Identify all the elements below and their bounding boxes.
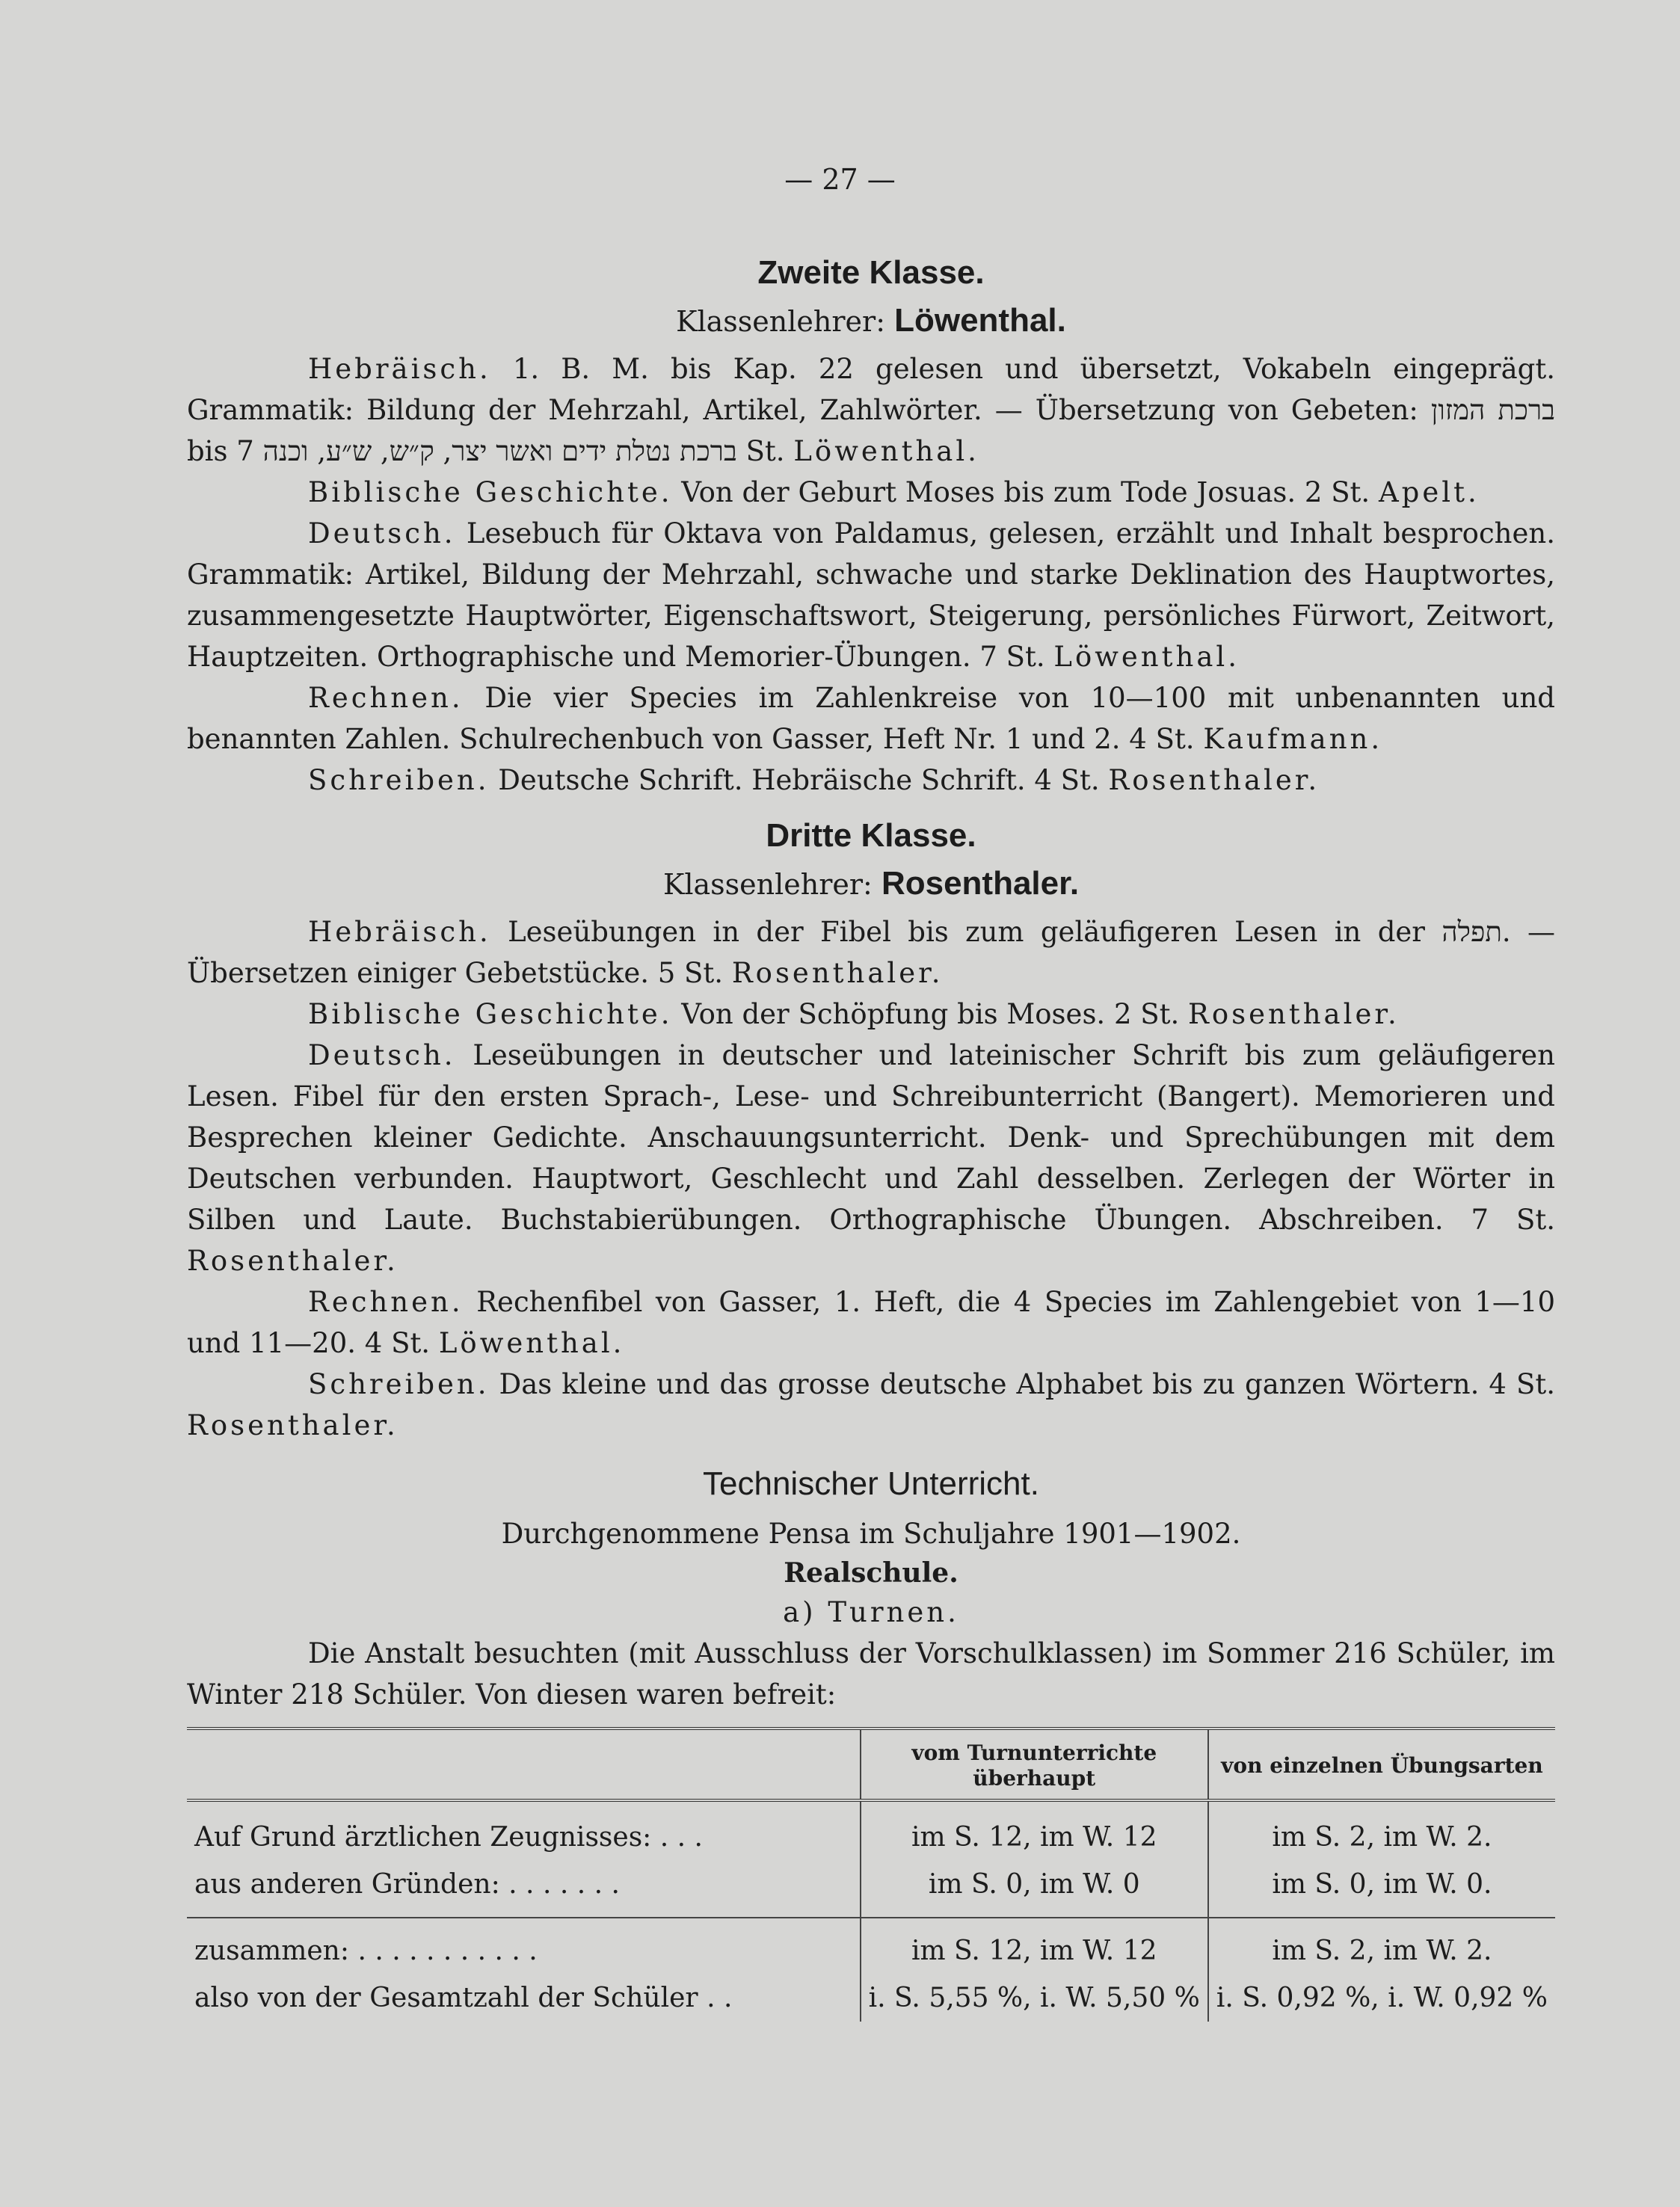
leader-dots: . . . . . . . — [508, 1869, 620, 1900]
row-label: zusammen: — [194, 1936, 349, 1966]
paragraph-text: Von der Geburt Moses bis zum Tode Josuas. 2 St. — [681, 476, 1370, 508]
leader-dots: . . . — [659, 1822, 703, 1853]
cell-overall: i. S. 5,55 %, i. W. 5,50 % — [861, 1974, 1208, 2022]
hebrew-text: תפלה — [1441, 916, 1502, 948]
subject-label: Biblische Geschichte. — [308, 998, 673, 1030]
cell-overall: im S. 12, im W. 12 — [861, 1918, 1208, 1974]
cell-exercises: im S. 2, im W. 2. — [1208, 1918, 1555, 1974]
cell-overall: im S. 0, im W. 0 — [861, 1861, 1208, 1918]
table-row — [187, 1974, 1555, 2022]
paragraph-text: Das kleine und das grosse deutsche Alphabet bis zu ganzen Wörtern. 4 St. — [499, 1368, 1555, 1400]
teacher-ref: Löwenthal. — [438, 1327, 625, 1359]
subject-label: Rechnen. — [308, 682, 464, 714]
heading-dritte-klasse: Dritte Klasse. — [766, 817, 976, 854]
paragraph-deutsch-dritte — [187, 1035, 1555, 1281]
paragraph-hebraeisch-zweite — [187, 348, 1555, 472]
header-col-exercises: von einzelnen Übungsarten — [1208, 1729, 1555, 1800]
teacher-line-dritte — [187, 865, 1555, 902]
subject-label: Schreiben. — [308, 764, 490, 796]
paragraph-schreiben-zweite — [187, 760, 1555, 801]
teacher-name: Löwenthal. — [894, 302, 1066, 339]
teacher-ref: Löwenthal. — [793, 435, 979, 467]
table-row — [187, 1800, 1555, 1861]
paragraph-schreiben-dritte — [187, 1364, 1555, 1446]
page-number: — 27 — — [784, 163, 896, 196]
table-row — [187, 1861, 1555, 1918]
paragraph-rechnen-zweite — [187, 677, 1555, 760]
paragraph-text: Von der Schöpfung bis Moses. 2 St. — [681, 998, 1180, 1030]
subject-label: Hebräisch. — [308, 353, 491, 385]
header-col-overall: vom Turnunterrichte überhaupt — [861, 1729, 1208, 1800]
paragraph-text: . — Übersetzen einiger Gebetstücke. 5 St. — [187, 916, 1556, 989]
cell-exercises: im S. 2, im W. 2. — [1208, 1800, 1555, 1861]
row-label: aus anderen Gründen: — [194, 1869, 500, 1900]
paragraph-text: Rechenfibel von Gasser, 1. Heft, die 4 Species im Zahlengebiet von 1—10 und 11—20. 4 St. — [187, 1286, 1555, 1359]
teacher-ref: Rosenthaler. — [1188, 998, 1400, 1030]
teacher-label: Klassenlehrer: — [662, 868, 873, 901]
school-heading: Realschule. — [784, 1557, 959, 1589]
teacher-ref: Rosenthaler. — [187, 1409, 399, 1441]
teacher-ref: Kaufmann. — [1203, 723, 1383, 755]
row-label-cell — [187, 1974, 861, 2022]
teacher-name: Rosenthaler. — [881, 865, 1080, 902]
table-row — [187, 1918, 1555, 1974]
page-content — [187, 254, 1555, 2022]
subject-label: Biblische Geschichte. — [308, 476, 673, 508]
header-empty — [187, 1729, 861, 1800]
row-label-cell — [187, 1861, 861, 1918]
leader-dots: . . — [707, 1983, 733, 2013]
teacher-ref: Apelt. — [1378, 476, 1480, 508]
paragraph-hebraeisch-dritte — [187, 911, 1555, 994]
paragraph-text: bis — [187, 435, 228, 467]
row-label: also von der Gesamtzahl der Schüler — [194, 1983, 698, 2013]
subject-label: Schreiben. — [308, 1368, 490, 1400]
paragraph-turnen-intro: Die Anstalt besuchten (mit Ausschluss der Vorschulklassen) im Sommer 216 Schüler, im Winter 218 Schüler. Von diesen waren befreit: — [187, 1637, 1555, 1711]
pensa-line: Durchgenommene Pensa im Schuljahre 1901—1902. — [501, 1518, 1241, 1550]
cell-exercises: im S. 0, im W. 0. — [1208, 1861, 1555, 1918]
heading-technischer-unterricht: Technischer Unterricht. — [703, 1465, 1039, 1502]
hours: 7 St. — [236, 435, 785, 467]
paragraph-text: Leseübungen in der Fibel bis zum geläufigeren Lesen in der — [508, 916, 1425, 948]
turnen-heading: a) Turnen. — [783, 1596, 959, 1628]
row-label-cell — [187, 1918, 861, 1974]
paragraph-rechnen-dritte — [187, 1281, 1555, 1364]
hebrew-text: ברכת המזון — [1430, 394, 1555, 426]
cell-overall: im S. 12, im W. 12 — [861, 1800, 1208, 1861]
hebrew-text: ברכת נטלת ידים ואשר יצר, ק״ש, ש״ע, וכנה — [262, 435, 737, 467]
row-label-cell — [187, 1800, 861, 1861]
table-header-row — [187, 1729, 1555, 1800]
leader-dots: . . . . . . . . . . . — [357, 1936, 538, 1966]
teacher-ref: Rosenthaler. — [731, 957, 944, 989]
paragraph-deutsch-zweite — [187, 513, 1555, 677]
teacher-ref: Rosenthaler. — [1108, 764, 1320, 796]
teacher-label: Klassenlehrer: — [676, 305, 886, 338]
teacher-ref: Rosenthaler. — [187, 1245, 399, 1277]
subject-label: Rechnen. — [308, 1286, 464, 1318]
subject-label: Deutsch. — [308, 1039, 456, 1071]
cell-exercises: i. S. 0,92 %, i. W. 0,92 % — [1208, 1974, 1555, 2022]
paragraph-biblische-dritte — [187, 994, 1555, 1035]
exemption-table — [187, 1727, 1555, 2022]
paragraph-text: Lesebuch für Oktava von Paldamus, gelesen, erzählt und Inhalt besprochen. Grammatik: Artikel, Bildung der Mehrzahl, schwache und starke Deklination des Hauptwortes, zusammengesetzte Hauptwörter, Eigenschaftswort, Steigerung, persönliches Fürwort, Zeitwort, Hauptzeiten. Orthographische und Memorier-Übungen. 7 St. — [187, 517, 1555, 673]
teacher-ref: Löwenthal. — [1053, 641, 1240, 673]
row-label: Auf Grund ärztlichen Zeugnisses: — [194, 1822, 652, 1853]
paragraph-text: Deutsche Schrift. Hebräische Schrift. 4 St. — [498, 764, 1100, 796]
paragraph-text: Leseübungen in deutscher und lateinischer Schrift bis zum geläufigeren Lesen. Fibel für den ersten Sprach-, Lese- und Schreibunterricht (Bangert). Memorieren und Besprechen kleiner Gedichte. Anschauungsunterricht. Denk- und Sprechübungen mit dem Deutschen verbunden. Hauptwort, Geschlecht und Zahl desselben. Zerlegen der Wörter in Silben und Laute. Buchstabierübungen. Orthographische Übungen. Abschreiben. 7 St. — [187, 1039, 1556, 1236]
paragraph-text: 1. B. M. bis Kap. 22 gelesen und übersetzt, Vokabeln eingeprägt. Grammatik: Bildung der Mehrzahl, Artikel, Zahlwörter. — Übersetzung von Gebeten: — [187, 353, 1555, 426]
paragraph-biblische-zweite — [187, 472, 1555, 513]
heading-zweite-klasse: Zweite Klasse. — [757, 254, 985, 291]
teacher-line-zweite — [187, 302, 1555, 339]
subject-label: Deutsch. — [308, 517, 456, 550]
subject-label: Hebräisch. — [308, 916, 491, 948]
paragraph-text: Die vier Species im Zahlenkreise von 10—100 mit unbenannten und benannten Zahlen. Schulrechenbuch von Gasser, Heft Nr. 1 und 2. 4 St. — [187, 682, 1555, 755]
